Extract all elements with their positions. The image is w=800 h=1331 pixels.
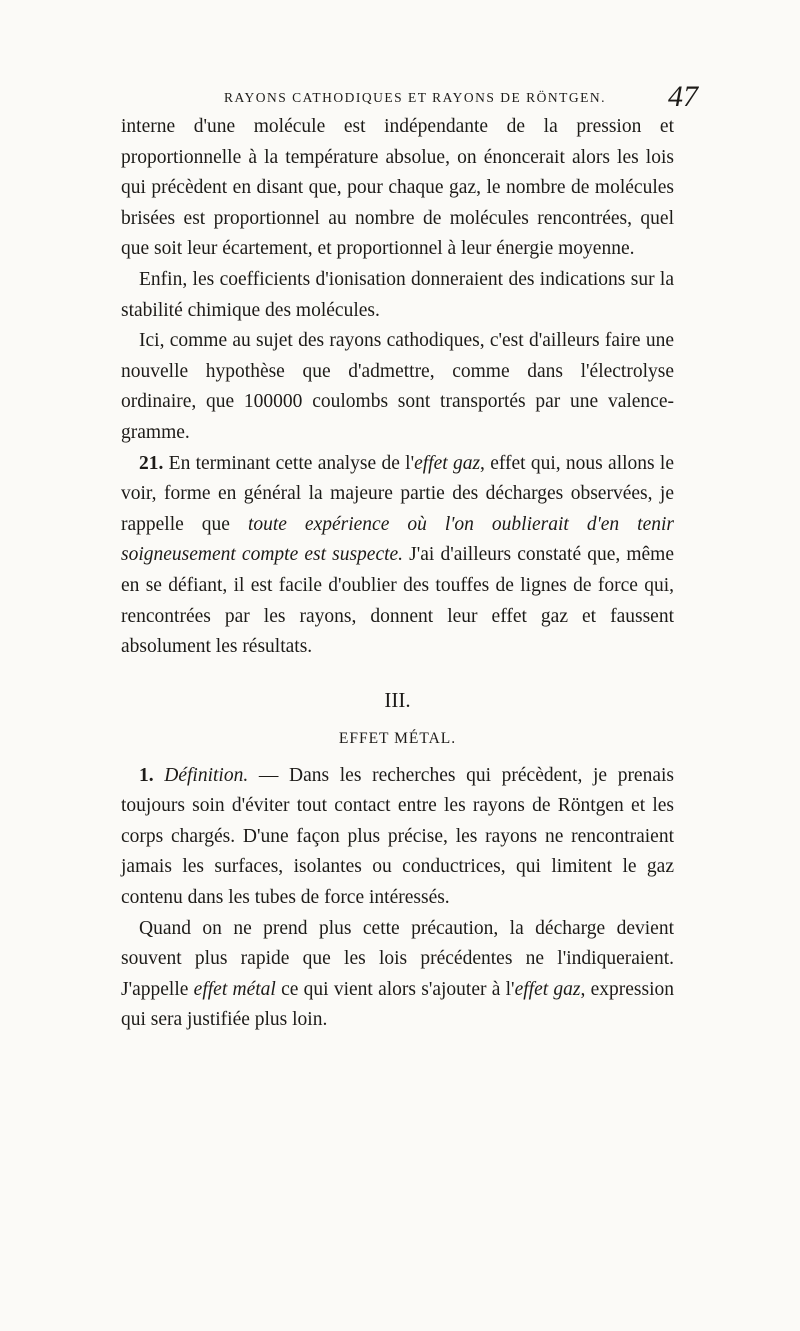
text-run: ce qui vient alors s'ajouter à l' xyxy=(275,978,515,1000)
paragraph-number: 21. xyxy=(139,452,164,474)
paragraph-1: interne d'une molécule est indépendante de la pression et proportionnelle à la température absolue, on énoncerait alors les lois qui précèdent en disant que, pour chaque gaz, le nombre de molécules brisées est proportionnel au nombre de molécules rencontrées, quel que soit leur écartement, et proportionnel à leur énergie moyenne. xyxy=(121,116,674,260)
text-run: , effet qui, nous allons le voir, forme en général la majeure partie des décharges observées, je rappelle que xyxy=(121,452,675,535)
paragraph-2: Enfin, les coefficients d'ionisation donneraient des indications sur la stabilité chimique des molécules. xyxy=(121,268,674,321)
emphasis: Définition. xyxy=(153,764,249,786)
text-run: J'ai d'ailleurs constaté que, même en se défiant, il est facile d'oublier des touffes de lignes de force qui, rencontrées par les rayons, donnent leur effet gaz et faussent absolument les résultats. xyxy=(121,544,674,658)
paragraph-4 xyxy=(121,449,674,663)
running-title: RAYONS CATHODIQUES ET RAYONS DE RÖNTGEN. xyxy=(223,90,607,105)
section-number: III. xyxy=(384,687,411,712)
paragraph-3: Ici, comme au sujet des rayons cathodiques, c'est d'ailleurs faire une nouvelle hypothèse que d'admettre, comme dans l'électrolyse ordinaire, que 100000 coulombs sont transportés par une valence-gramme. xyxy=(121,330,674,443)
emphasis: toute expérience où l'on oublierait d'en tenir soigneusement compte est suspecte. xyxy=(121,513,674,566)
paragraph-6 xyxy=(121,914,674,1036)
paragraph-number: 1. xyxy=(139,764,154,786)
text-run: Quand on ne prend plus cette précaution, la décharge devient souvent plus rapide que les lois précédentes ne l'indiqueraient. J'appelle xyxy=(121,917,674,1000)
emphasis: effet gaz xyxy=(414,452,481,474)
section-title: EFFET MÉTAL. xyxy=(338,729,457,747)
text-run: — Dans les recherches qui précèdent, je prenais toujours soin d'éviter tout contact entre les rayons de Röntgen et les corps chargés. D'une façon plus précise, les rayons ne rencontraient jamais les surfaces, isolantes ou conductrices, qui limitent le gaz contenu dans les tubes de force intéressés. xyxy=(121,764,675,909)
text-run: En terminant cette analyse de l' xyxy=(163,452,415,474)
paragraph-5 xyxy=(121,761,674,914)
emphasis: effet gaz xyxy=(514,978,581,1000)
page-number: 47 xyxy=(668,80,698,113)
emphasis: effet métal xyxy=(193,978,276,1000)
body-text xyxy=(121,112,674,1036)
text-run: , expression qui sera justifiée plus loin. xyxy=(121,978,675,1031)
